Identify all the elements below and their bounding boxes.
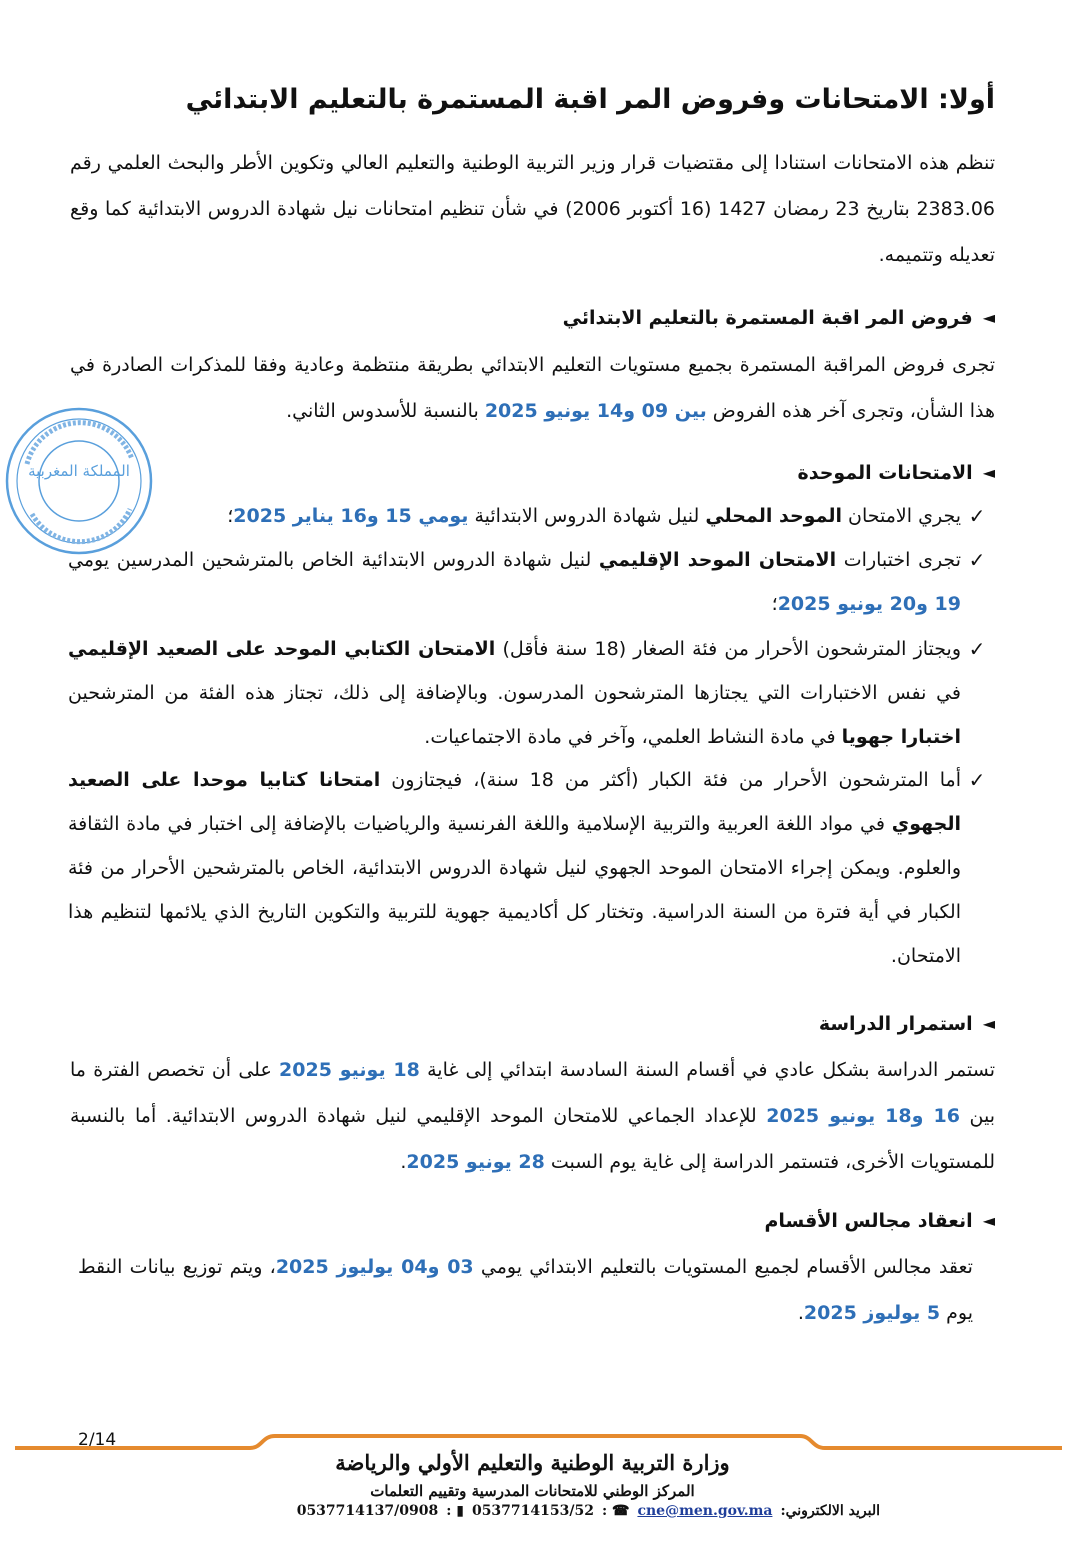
heading-text: انعقاد مجالس الأقسام bbox=[764, 1210, 973, 1232]
checkmark-icon: ✓ bbox=[968, 548, 986, 572]
checkmark-icon: ✓ bbox=[968, 768, 986, 792]
text-bold: اختبارا جهويا bbox=[841, 726, 961, 748]
text: يومي bbox=[68, 549, 110, 571]
center-name: المركز الوطني للامتحانات المدرسية وتقييم التعلمات bbox=[370, 1482, 695, 1500]
date-highlight: 19 و20 يونيو 2025 bbox=[777, 593, 961, 615]
text: أما المترشحون الأحرار من فئة الكبار (أكثر من 18 سنة)، فيجتازون bbox=[391, 769, 961, 791]
heading-study-continuation bbox=[819, 1009, 995, 1039]
triangle-bullet-icon: ◄ bbox=[982, 1014, 995, 1033]
email-label: البريد الالكتروني: bbox=[780, 1503, 880, 1519]
checkmark-icon: ✓ bbox=[968, 504, 986, 528]
text: في مواد اللغة العربية والتربية الإسلامية واللغة الفرنسية والرياضيات بالإضافة إلى اختبار في مادة الثقافة والعلوم. ويمكن إجراء الامتحان الموحد الجهوي لنيل شهادة الدروس الابتدائية، الخاص بالمترشحين الأحرار من فئة الكبار في أية فترة من السنة الدراسية. وتختار كل أكاديمية جهوية للتربية والتكوين التاريخ الذي يلائمها لتنظيم هذا الامتحان. bbox=[68, 813, 961, 967]
triangle-bullet-icon: ◄ bbox=[982, 1211, 995, 1230]
stamp-text: المملكة المغربية bbox=[28, 462, 130, 480]
heading-class-councils bbox=[764, 1206, 995, 1236]
email-link[interactable]: cne@men.gov.ma bbox=[637, 1503, 773, 1519]
date-highlight: بين 09 و14 يونيو 2025 bbox=[484, 400, 707, 422]
text: في نفس الاختبارات التي يجتازها المترشحون المدرسون. وبالإضافة إلى ذلك، تجتاز هذه الفئة من المترشحين bbox=[68, 682, 961, 704]
date-highlight: 5 يوليوز 2025 bbox=[803, 1302, 941, 1324]
bullet-provincial-exam bbox=[68, 538, 993, 626]
text: ، ويتم توزيع بيانات النقط يوم bbox=[78, 1256, 973, 1324]
text: على أن تخصص الفترة ما بين bbox=[70, 1059, 995, 1127]
text-bold: الامتحان الموحد الإقليمي bbox=[598, 549, 837, 571]
date-highlight: 16 و18 يونيو 2025 bbox=[766, 1105, 960, 1127]
phone-icon: ☎ : bbox=[601, 1503, 630, 1519]
triangle-bullet-icon: ◄ bbox=[982, 308, 995, 327]
text: تعقد مجالس الأقسام لجميع المستويات بالتعليم الابتدائي يومي bbox=[480, 1256, 973, 1278]
heading-continuous-assessment bbox=[563, 303, 995, 333]
study-continuation-paragraph bbox=[70, 1047, 995, 1185]
heading-unified-exams bbox=[798, 458, 995, 488]
date-highlight: يومي 15 و16 يناير 2025 bbox=[233, 505, 469, 527]
contact-line bbox=[200, 1503, 880, 1519]
text: ويجتاز المترشحون الأحرار من فئة الصغار (18 سنة فأقل) bbox=[502, 638, 961, 660]
text: تجرى اختبارات bbox=[843, 549, 961, 571]
text: للإعداد الجماعي للامتحان الموحد الإقليمي لنيل شهادة الدروس الابتدائية. أما بالنسبة للمستويات الأخرى، فتستمر الدراسة إلى غاية يوم السبت bbox=[70, 1105, 995, 1173]
bullet-adult-free-candidates bbox=[68, 758, 993, 978]
text: . bbox=[797, 1302, 804, 1324]
text-bold: الموحد المحلي bbox=[705, 505, 842, 527]
text: لنيل شهادة الدروس الابتدائية bbox=[474, 505, 700, 527]
intro-paragraph: تنظم هذه الامتحانات استنادا إلى مقتضيات قرار وزير التربية الوطنية والتعليم العالي وتكوين الأطر والبحث العلمي رقم 2383.06 بتاريخ 23 رمضان 1427 (16 أكتوبر 2006) في شأن تنظيم امتحانات نيل شهادة الدروس الابتدائية كما وقع تعديله وتتميمه. bbox=[70, 152, 996, 266]
fax-icon: ▮ : bbox=[446, 1503, 464, 1519]
bullet-young-free-candidates bbox=[68, 627, 993, 759]
triangle-bullet-icon: ◄ bbox=[982, 463, 995, 482]
bullet-local-exam bbox=[68, 494, 993, 538]
checkmark-icon: ✓ bbox=[968, 637, 986, 661]
text: ؛ bbox=[227, 505, 234, 527]
official-stamp-icon bbox=[2, 404, 156, 558]
fax-number: 0537714137/0908 bbox=[296, 1503, 439, 1519]
text: لنيل شهادة الدروس الابتدائية الخاص بالمترشحين المدرسين bbox=[116, 549, 592, 571]
phone-number: 0537714153/52 bbox=[471, 1503, 594, 1519]
date-highlight: 03 و04 يوليوز 2025 bbox=[275, 1256, 474, 1278]
ministry-name: وزارة التربية الوطنية والتعليم الأولي والرياضة bbox=[335, 1450, 730, 1475]
text: تجرى فروض المراقبة المستمرة بجميع مستويات التعليم الابتدائي بطريقة منتظمة وعادية وفقا للمذكرات الصادرة في هذا الشأن، وتجرى آخر هذه الفروض bbox=[70, 354, 995, 422]
text: بالنسبة للأسدوس الثاني. bbox=[286, 400, 479, 422]
page-number: 2/14 bbox=[78, 1430, 117, 1450]
text: يجري الامتحان bbox=[848, 505, 961, 527]
text: تستمر الدراسة بشكل عادي في أقسام السنة السادسة ابتدائي إلى غاية bbox=[427, 1059, 996, 1081]
heading-text: استمرار الدراسة bbox=[818, 1013, 973, 1035]
text-bold: الامتحان الكتابي الموحد على الصعيد الإقليمي bbox=[68, 638, 496, 660]
text: . bbox=[400, 1151, 407, 1173]
date-highlight: 28 يونيو 2025 bbox=[406, 1151, 545, 1173]
section-title: أولا: الامتحانات وفروض المر اقبة المستمرة بالتعليم الابتدائي bbox=[185, 84, 995, 115]
heading-text: فروض المر اقبة المستمرة بالتعليم الابتدائي bbox=[562, 307, 973, 329]
text-bold: امتحانا كتابيا موحدا على الصعيد الجهوي bbox=[68, 769, 961, 835]
class-councils-paragraph bbox=[78, 1244, 973, 1336]
continuous-assessment-paragraph bbox=[70, 342, 995, 434]
text: في مادة النشاط العلمي، وآخر في مادة الاجتماعيات. bbox=[424, 726, 836, 748]
date-highlight: 18 يونيو 2025 bbox=[279, 1059, 420, 1081]
text: ؛ bbox=[771, 593, 778, 615]
heading-text: الامتحانات الموحدة bbox=[797, 462, 973, 484]
